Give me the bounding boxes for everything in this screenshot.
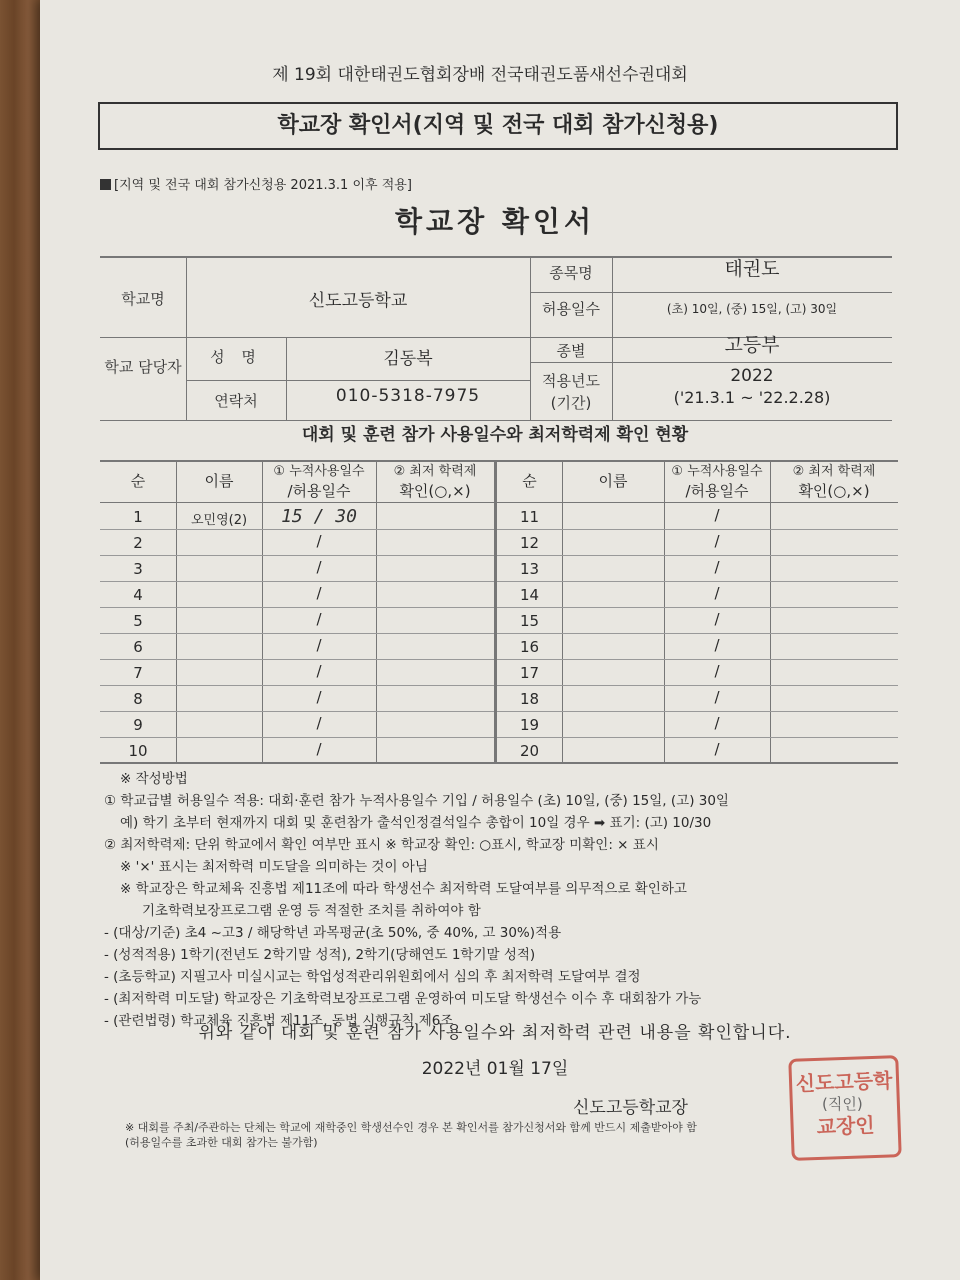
column-divider xyxy=(176,460,177,764)
row-number: 6 xyxy=(133,638,143,656)
note-line: ① 학교급별 허용일수 적용: 대회·훈련 참가 누적사용일수 기입 / 허용일수 (초) 10일, (중) 15일, (고) 30일 xyxy=(104,793,729,809)
instructions xyxy=(104,768,904,1032)
row-divider xyxy=(100,659,494,660)
row-divider xyxy=(100,633,494,634)
row-divider xyxy=(497,581,898,582)
note-line: ② 최저학력제: 단위 학교에서 확인 여부만 표시 ※ 학교장 확인: ○표시, 학교장 미확인: × 표시 xyxy=(104,837,659,853)
row-number: 12 xyxy=(519,534,540,552)
row-days: / xyxy=(714,558,720,576)
row-divider xyxy=(100,685,494,686)
allowed-days-label: 허용일수 xyxy=(542,300,600,318)
school-value: 신도고등학교 xyxy=(308,291,408,311)
row-number: 13 xyxy=(519,560,540,578)
col-header-academic: ② 최저 학력제 xyxy=(393,464,477,479)
row-divider xyxy=(497,711,898,712)
note-line: 기초학력보장프로그램 운영 등 적절한 조치를 취하여야 함 xyxy=(142,903,481,919)
row-divider xyxy=(100,711,494,712)
row-days: / xyxy=(316,714,322,732)
row-number: 4 xyxy=(133,586,143,604)
row-number: 17 xyxy=(519,664,540,682)
sport-label: 종목명 xyxy=(549,264,593,282)
note-line: - (대상/기준) 초4 ~고3 / 해당학년 과목평균(초 50%, 중 40%, 고 30%)적용 xyxy=(104,925,562,941)
row-number: 3 xyxy=(133,560,143,578)
column-divider xyxy=(770,460,771,764)
column-divider xyxy=(376,460,377,764)
note-line: - (최저학력 미도달) 학교장은 기초학력보장프로그램 운영하여 미도달 학생선수 이수 후 대회참가 가능 xyxy=(104,991,702,1007)
col-header-academic-sub: 확인(○,×) xyxy=(798,482,870,500)
row-number: 16 xyxy=(519,638,540,656)
name-value: 김동복 xyxy=(383,349,433,369)
sport-value: 태권도 xyxy=(724,258,780,280)
school-label: 학교명 xyxy=(121,290,165,308)
competition-title: 제 19회 대한태권도협회장배 전국태권도품새선수권대회 xyxy=(272,65,688,85)
row-days: / xyxy=(316,740,322,758)
row-number: 11 xyxy=(519,508,540,526)
note-line: - (초등학교) 지필고사 미실시교는 학업성적관리위원회에서 심의 후 최저학력 도달여부 결정 xyxy=(104,969,641,985)
row-number: 2 xyxy=(133,534,143,552)
row-divider xyxy=(100,581,494,582)
row-divider xyxy=(100,529,494,530)
row-number: 8 xyxy=(133,690,143,708)
confirmation-statement: 위와 같이 대회 및 훈련 참가 사용일수와 최저학력 관련 내용을 확인합니다. xyxy=(198,1023,792,1043)
note-line: - (관련법령) 학교체육 진흥법 제11조, 동법 시행규칙 제6조 xyxy=(104,1013,454,1029)
manager-label: 학교 담당자 xyxy=(104,358,182,376)
row-divider xyxy=(497,607,898,608)
row-days: / xyxy=(316,688,322,706)
row-number: 9 xyxy=(133,716,143,734)
row-days: / xyxy=(316,584,322,602)
name-label: 성 명 xyxy=(210,348,262,366)
col-header-academic-sub: 확인(○,×) xyxy=(399,482,471,500)
column-divider xyxy=(562,460,563,764)
row-divider xyxy=(100,737,494,738)
row-divider xyxy=(497,659,898,660)
row-days: 15 / 30 xyxy=(281,506,357,527)
row-number: 14 xyxy=(519,586,540,604)
row-divider xyxy=(497,633,898,634)
seal-placeholder: (직인) xyxy=(822,1095,863,1113)
footnote xyxy=(125,1120,895,1150)
row-name: 오민영(2) xyxy=(190,513,248,528)
signature-date: 2022년 01월 17일 xyxy=(421,1059,569,1079)
row-days: / xyxy=(714,662,720,680)
form-title-box: 학교장 확인서(지역 및 전국 대회 참가신청용) xyxy=(98,102,898,150)
tag-text: [지역 및 전국 대회 참가신청용 2021.3.1 이후 적용] xyxy=(114,178,412,193)
row-days: / xyxy=(316,558,322,576)
row-number: 7 xyxy=(133,664,143,682)
note-line: 예) 학기 초부터 현재까지 대회 및 훈련참가 출석인정결석일수 총합이 10일 경우 ➡ 표기: (고) 10/30 xyxy=(120,815,712,831)
row-divider xyxy=(100,555,494,556)
row-days: / xyxy=(714,532,720,550)
col-header-days-sub: /허용일수 xyxy=(685,482,749,500)
row-days: / xyxy=(714,740,720,758)
row-number: 5 xyxy=(133,612,143,630)
document-title: 학교장 확인서 xyxy=(394,205,596,238)
row-days: / xyxy=(714,584,720,602)
col-header-name: 이름 xyxy=(204,472,234,490)
period-value: ('21.3.1 ~ '22.2.28) xyxy=(673,388,831,407)
row-number: 10 xyxy=(128,742,148,760)
row-number: 19 xyxy=(519,716,540,734)
col-header-no: 순 xyxy=(522,472,537,490)
footnote-line-1: ※ 대회를 주최/주관하는 단체는 학교에 재학중인 학생선수인 경우 본 확인서를 참가신청서와 함께 반드시 제출받아야 함 xyxy=(125,1121,697,1134)
allowed-days-value: (초) 10일, (중) 15일, (고) 30일 xyxy=(666,302,838,316)
row-number: 1 xyxy=(133,508,143,526)
row-number: 18 xyxy=(519,690,540,708)
usage-table-subtitle: 대회 및 훈련 참가 사용일수와 최저학력제 확인 현황 xyxy=(301,425,689,445)
row-divider xyxy=(497,737,898,738)
row-divider xyxy=(497,555,898,556)
row-days: / xyxy=(714,688,720,706)
row-divider xyxy=(100,607,494,608)
row-days: / xyxy=(714,636,720,654)
col-header-days: ① 누적사용일수 xyxy=(273,464,365,479)
division-value: 고등부 xyxy=(724,334,780,356)
contact-label: 연락처 xyxy=(214,392,258,410)
row-divider xyxy=(497,529,898,530)
row-days: / xyxy=(316,636,322,654)
note-heading: ※ 작성방법 xyxy=(120,771,188,787)
col-header-name: 이름 xyxy=(598,472,628,490)
col-header-academic: ② 최저 학력제 xyxy=(792,464,876,479)
year-value: 2022 xyxy=(730,366,774,386)
application-tag xyxy=(100,174,412,193)
seal-lettering: 신도고등학교장인 xyxy=(795,1068,893,1139)
row-days: / xyxy=(316,662,322,680)
note-line: ※ '×' 표시는 최저학력 미도달을 의미하는 것이 아님 xyxy=(120,859,428,875)
row-number: 20 xyxy=(519,742,540,760)
row-days: / xyxy=(714,610,720,628)
footnote-line-2: (허용일수를 초과한 대회 참가는 불가함) xyxy=(125,1136,318,1149)
square-bullet-icon xyxy=(100,179,111,190)
row-days: / xyxy=(316,610,322,628)
row-number: 15 xyxy=(519,612,540,630)
row-days: / xyxy=(714,714,720,732)
col-header-days-sub: /허용일수 xyxy=(287,482,351,500)
note-line: - (성적적용) 1학기(전년도 2학기말 성적), 2학기(당해연도 1학기말 성적) xyxy=(104,947,536,963)
division-label: 종별 xyxy=(556,342,586,360)
row-days: / xyxy=(714,506,720,524)
col-header-no: 순 xyxy=(130,472,146,490)
signer-name: 신도고등학교장 xyxy=(573,1098,688,1118)
note-line: ※ 학교장은 학교체육 진흥법 제11조에 따라 학생선수 최저학력 도달여부를 의무적으로 확인하고 xyxy=(120,881,687,897)
row-days: / xyxy=(316,532,322,550)
col-header-days: ① 누적사용일수 xyxy=(671,464,763,479)
row-divider xyxy=(497,685,898,686)
year-label: 적용년도 (기간) xyxy=(542,372,600,412)
contact-value: 010-5318-7975 xyxy=(335,386,481,406)
